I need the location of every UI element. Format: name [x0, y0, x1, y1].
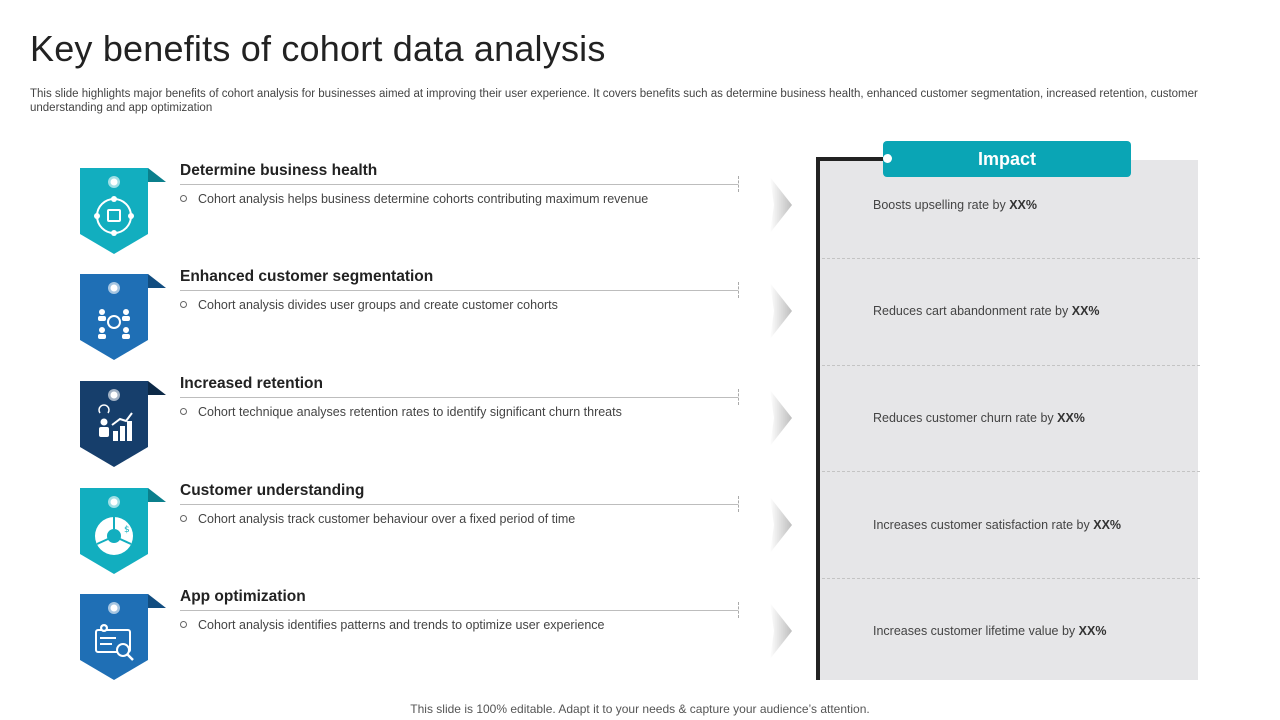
benefit-title: Enhanced customer segmentation [180, 268, 434, 285]
benefit-divider [180, 504, 738, 505]
benefit-row [80, 588, 740, 684]
benefit-row [80, 375, 740, 471]
segmentation-icon [80, 274, 148, 362]
benefit-divider-end [738, 496, 739, 512]
impact-item: Increases customer satisfaction rate by XX% [873, 518, 1122, 532]
slide-footer: This slide is 100% editable. Adapt it to your needs & capture your audience’s attention. [410, 702, 870, 716]
chevron-right-icon [770, 177, 794, 233]
impact-heading: Impact [883, 141, 1131, 177]
chevron-right-icon [770, 603, 794, 659]
benefit-divider [180, 184, 738, 185]
customer-pie-icon [80, 488, 148, 576]
benefit-divider [180, 610, 738, 611]
benefit-divider-end [738, 602, 739, 618]
chevron-right-icon [770, 283, 794, 339]
benefit-bullet: Cohort analysis divides user groups and create customer cohorts [180, 298, 558, 312]
impact-item: Boosts upselling rate by XX% [873, 198, 1037, 212]
benefit-bullet: Cohort analysis identifies patterns and trends to optimize user experience [180, 618, 604, 632]
retention-growth-icon [80, 381, 148, 469]
benefit-bullet: Cohort technique analyses retention rates to identify significant churn threats [180, 405, 622, 419]
benefit-row [80, 268, 740, 364]
slide-title: Key benefits of cohort data analysis [30, 28, 606, 69]
app-optimization-icon [80, 594, 148, 682]
impact-item: Reduces customer churn rate by XX% [873, 411, 1085, 425]
impact-item: Reduces cart abandonment rate by XX% [873, 304, 1100, 318]
svg-text:$: $ [124, 525, 130, 535]
benefit-title: Customer understanding [180, 482, 365, 499]
benefit-divider [180, 397, 738, 398]
benefit-divider [180, 290, 738, 291]
impact-bracket-top [816, 157, 888, 161]
benefit-bullet: Cohort analysis track customer behaviour over a fixed period of time [180, 512, 575, 526]
impact-dot [883, 154, 892, 163]
chevron-right-icon [770, 497, 794, 553]
benefit-divider-end [738, 389, 739, 405]
benefit-title: Determine business health [180, 162, 378, 179]
impact-divider [822, 578, 1200, 579]
chevron-right-icon [770, 390, 794, 446]
benefit-divider-end [738, 176, 739, 192]
impact-divider [822, 471, 1200, 472]
benefit-title: Increased retention [180, 375, 323, 392]
benefit-title: App optimization [180, 588, 306, 605]
impact-divider [822, 365, 1200, 366]
slide-subtitle: This slide highlights major benefits of cohort analysis for businesses aimed at improving their user experience. It covers benefits such as determine business health, enhanced customer segmentation, increased retention, customer understanding and app optimization [30, 88, 1198, 114]
impact-item: Increases customer lifetime value by XX% [873, 624, 1107, 638]
impact-divider [822, 258, 1200, 259]
impact-bracket [816, 157, 820, 680]
business-health-icon [80, 168, 148, 256]
benefit-row [80, 162, 740, 258]
benefit-divider-end [738, 282, 739, 298]
benefit-bullet: Cohort analysis helps business determine cohorts contributing maximum revenue [180, 192, 648, 206]
benefit-row [80, 482, 740, 578]
